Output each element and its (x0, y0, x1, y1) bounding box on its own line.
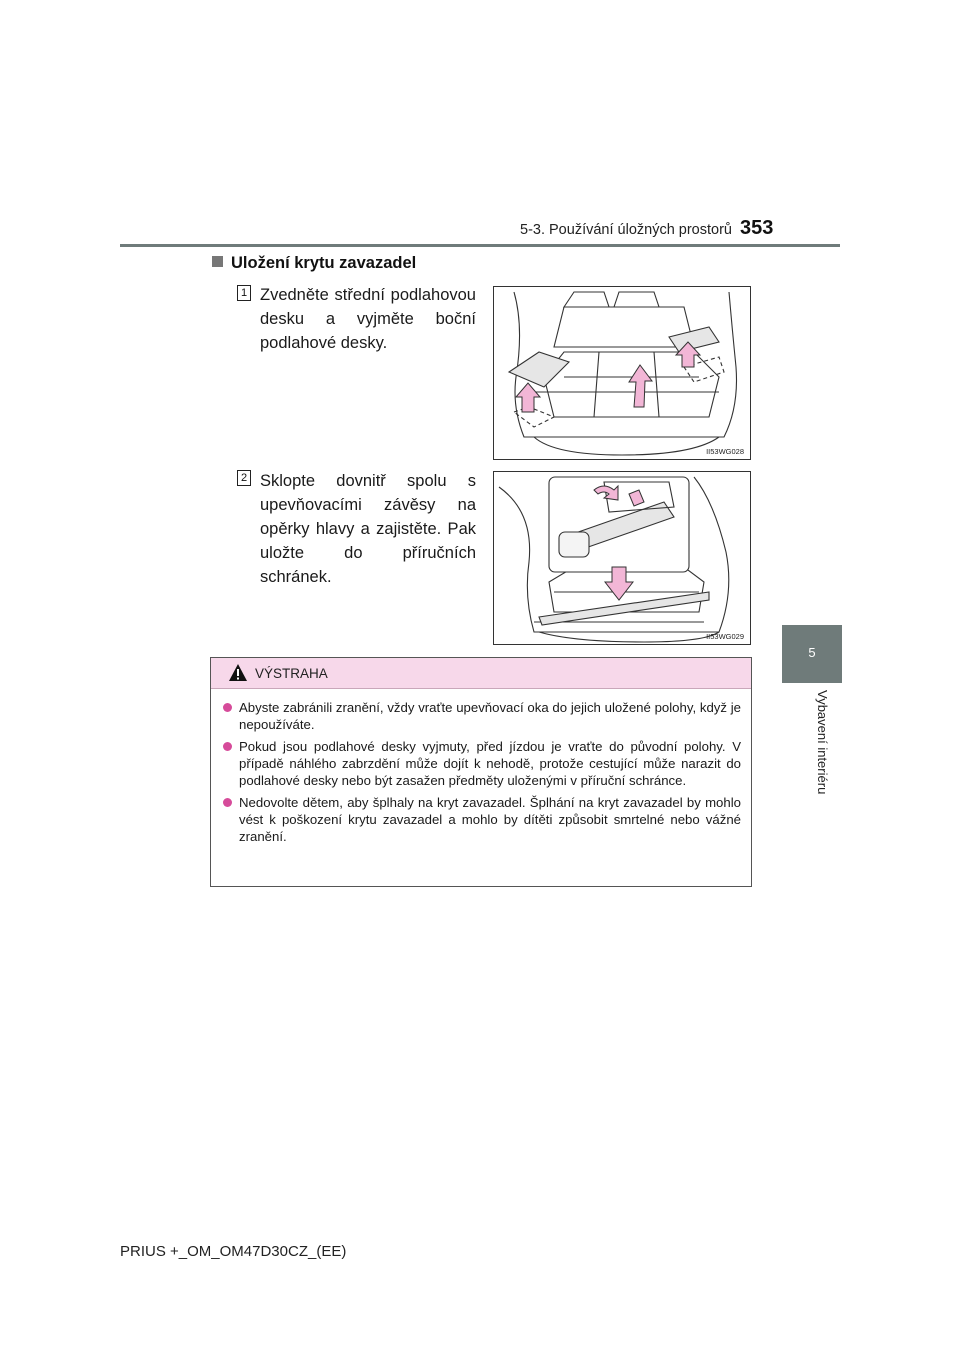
warning-item (223, 794, 741, 845)
cargo-floor-boards-illustration (494, 287, 750, 459)
figure-step-1 (493, 286, 751, 460)
bullet-icon (223, 703, 232, 712)
step-2-text: Sklopte dovnitř spolu s upevňovacími závěsy na opěrky hlavy a zajistěte. Pak uložte do příručních schránek. (260, 472, 476, 586)
warning-box (210, 657, 752, 887)
warning-triangle-icon (228, 663, 248, 682)
section-heading-text: Uložení krytu zavazadel (231, 254, 417, 272)
chapter-tab-label: Vybavení interiéru (815, 690, 830, 795)
warning-title: VÝSTRAHA (255, 666, 328, 681)
step-1-text: Zvedněte střední podlahovou desku a vyjměte boční podlahové desky. (260, 286, 476, 352)
cargo-cover-storage-illustration (494, 472, 750, 644)
heading-square-icon (212, 256, 223, 267)
chapter-tab-number: 5 (808, 645, 816, 660)
page-number: 353 (740, 217, 774, 239)
warning-header (211, 658, 751, 689)
warning-item (223, 738, 741, 789)
header-section-title: 5-3. Používání úložných prostorů (520, 222, 732, 238)
figure-step-2 (493, 471, 751, 645)
warning-item-text: Pokud jsou podlahové desky vyjmuty, před jízdou je vraťte do původní polohy. V případě náhlého zabrzdění může dojít k nehodě, protože cestující může narazit do podlahové desky nebo být zasažen předměty uloženými v příruční schránce. (239, 739, 741, 788)
warning-item-text: Nedovolte dětem, aby šplhaly na kryt zavazadel. Šplhání na kryt zavazadel by mohlo vést k poškození krytu zavazadel a mohlo by dítěti způsobit smrtelné nebo vážné zranění. (239, 795, 741, 844)
footer-manual-id: PRIUS +_OM_OM47D30CZ_(EE) (120, 1243, 347, 1260)
bullet-icon (223, 742, 232, 751)
warning-item-text: Abyste zabránili zranění, vždy vraťte upevňovací oka do jejich uložené polohy, když je nepoužíváte. (239, 700, 741, 732)
figure-1-code: II53WG028 (706, 447, 744, 456)
warning-item (223, 699, 741, 733)
step-1-badge: 1 (237, 285, 251, 301)
bullet-icon (223, 798, 232, 807)
header-divider (120, 244, 840, 247)
warning-list (211, 689, 751, 845)
chapter-tab (782, 625, 842, 683)
step-2-badge: 2 (237, 470, 251, 486)
figure-2-code: II53WG029 (706, 632, 744, 641)
section-heading (212, 254, 416, 273)
